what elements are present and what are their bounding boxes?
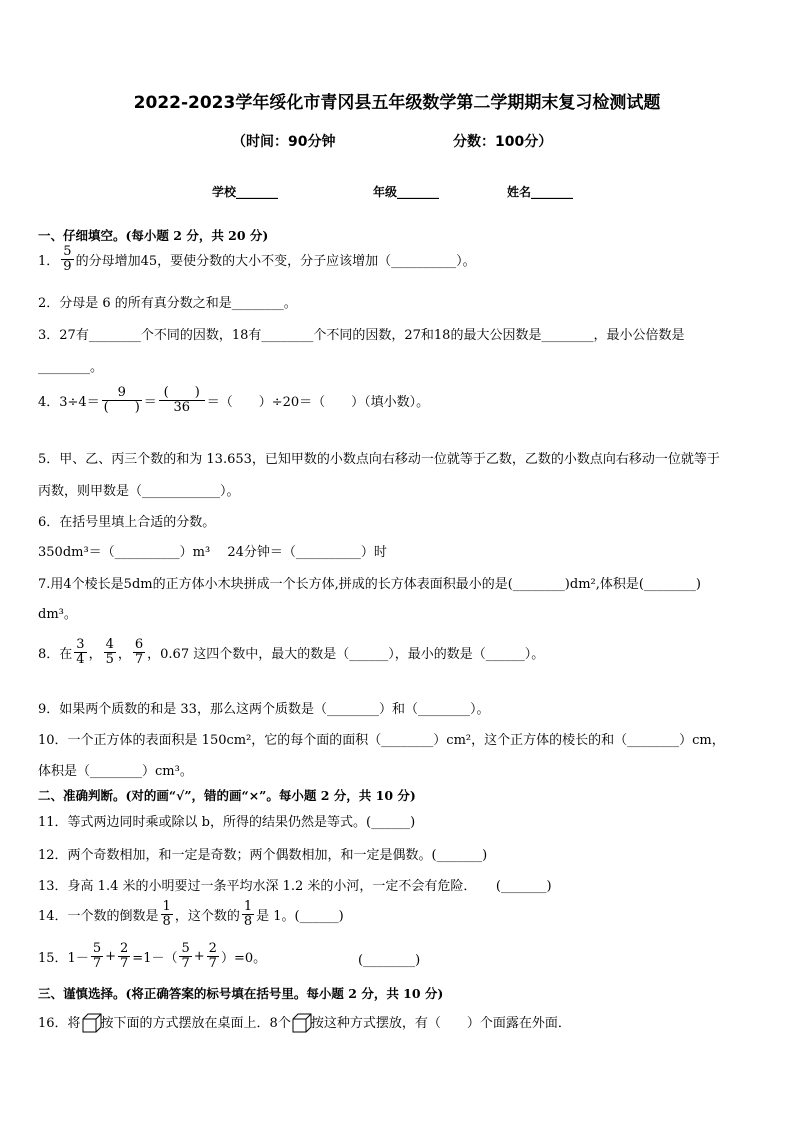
question-13: 13．身高 1.4 米的小明要过一条平均水深 1.2 米的小河，一定不会有危险． (_______) — [38, 879, 552, 894]
fraction: $\frac{3}{4}$ — [76, 637, 85, 667]
fraction: $\frac{5}{7}$ — [92, 941, 102, 971]
section-3-heading: 三、谨慎选择。(将正确答案的标号填在括号里。每小题 2 分，共 10 分) — [38, 986, 444, 1001]
fraction: $\frac{6}{7}$ — [134, 637, 144, 667]
question-text: 是 1。(______) — [256, 908, 344, 924]
fraction: $\frac{( )}{36}$ — [159, 386, 205, 414]
fraction: $\frac{5}{7}$ — [181, 941, 190, 971]
section-1-heading: 一、仔细填空。(每小题 2 分，共 20 分) — [38, 228, 269, 243]
question-2: 2．分母是 6 的所有真分数之和是________。 — [38, 296, 297, 311]
school-field: 学校_______ — [212, 185, 279, 199]
question-11: 11．等式两边同时乘或除以 b，所得的结果仍然是等式。(______) — [38, 815, 416, 830]
question-5-line-1: 5．甲、乙、丙三个数的和为 13.653，已知甲数的小数点向右移动一位就等于乙数，乙数的小数点向右移动一位就等于 — [38, 452, 720, 467]
answer-blank: (________) — [358, 953, 421, 968]
fraction: $\frac{1}{8}$ — [162, 899, 171, 929]
question-9: 9．如果两个质数的和是 33，那么这两个质数是（________）和（________）。 — [38, 702, 490, 717]
question-7-line-2: dm³。 — [38, 607, 77, 622]
exam-score: 分数：100分） — [453, 134, 553, 150]
question-text: 按这种方式摆放，有（ ）个面露在外面． — [310, 1016, 571, 1031]
page-title: 2022-2023学年绥化市青冈县五年级数学第二学期期末复习检测试题 — [133, 93, 661, 113]
question-text: 的分母增加45，要使分数的大小不变，分子应该增加（__________）。 — [75, 253, 476, 269]
equals-sign: ＝ — [143, 394, 157, 410]
question-16 — [38, 1012, 571, 1031]
fraction: $\frac{1}{8}$ — [243, 899, 253, 929]
question-3-line-1: 3．27有________个不同的因数，18有________个不同的因数，27和18的最大公因数是________，最小公倍数是 — [38, 328, 685, 343]
separator: ， — [117, 646, 131, 662]
question-text: ＝（ ）÷20＝（ ）（填小数）。 — [206, 394, 430, 410]
question-text: 14．一个数的倒数是 — [38, 908, 159, 924]
separator: ， — [88, 646, 102, 662]
fraction: $\frac{2}{7}$ — [208, 941, 217, 971]
fraction: $\frac{9}{( )}$ — [103, 385, 140, 415]
question-3-line-2: ________。 — [38, 360, 104, 375]
question-text: ）=0。 — [220, 950, 267, 966]
question-text: 按下面的方式摆放在桌面上．8个 — [100, 1016, 291, 1031]
fraction: $\frac{5}{9}$ — [63, 244, 72, 274]
question-text: ，0.67 这四个数中，最大的数是（______），最小的数是（______）。 — [147, 646, 545, 662]
question-15 — [38, 942, 266, 970]
question-text: ，这个数的 — [174, 908, 240, 924]
question-6: 6．在括号里填上合适的分数。 — [38, 515, 216, 530]
question-14 — [38, 900, 344, 928]
plus-sign: + — [105, 948, 117, 964]
question-text: 8．在 — [38, 646, 73, 662]
question-1 — [38, 245, 476, 273]
fraction: $\frac{4}{5}$ — [105, 637, 114, 667]
question-number: 1． — [38, 253, 60, 269]
exam-time: （时间：90分钟 — [232, 134, 336, 150]
question-text: 4．3÷4＝ — [38, 394, 100, 410]
fraction: $\frac{2}{7}$ — [120, 941, 129, 971]
question-7-line-1: 7.用4个棱长是5dm的正方体小木块拼成一个长方体,拼成的长方体表面积最小的是(________)dm²,体积是(________) — [38, 577, 702, 592]
cube-icon — [82, 1013, 100, 1031]
question-text: 15．1－ — [38, 950, 89, 966]
plus-sign: + — [193, 948, 205, 964]
question-4 — [38, 386, 429, 414]
question-text: =1－（ — [132, 950, 178, 966]
question-6-items: 350dm³＝（__________）m³ 24分钟＝（__________）时 — [38, 545, 387, 560]
question-10-line-1: 10．一个正方体的表面积是 150cm²，它的每个面的面积（________）cm²，这个正方体的棱长的和（________）cm， — [38, 733, 725, 748]
section-2-heading: 二、准确判断。(对的画“√”，错的画“×”。每小题 2 分，共 10 分) — [38, 788, 416, 803]
cube-icon — [292, 1013, 310, 1031]
name-field: 姓名_______ — [507, 185, 574, 199]
question-12: 12．两个奇数相加，和一定是奇数；两个偶数相加，和一定是偶数。(_______) — [38, 848, 488, 863]
question-text: 16．将 — [38, 1016, 81, 1031]
question-10-line-2: 体积是（________）cm³。 — [38, 764, 193, 779]
question-8 — [38, 638, 544, 666]
question-5-line-2: 丙数，则甲数是（____________）。 — [38, 484, 240, 499]
grade-field: 年级_______ — [373, 185, 440, 199]
